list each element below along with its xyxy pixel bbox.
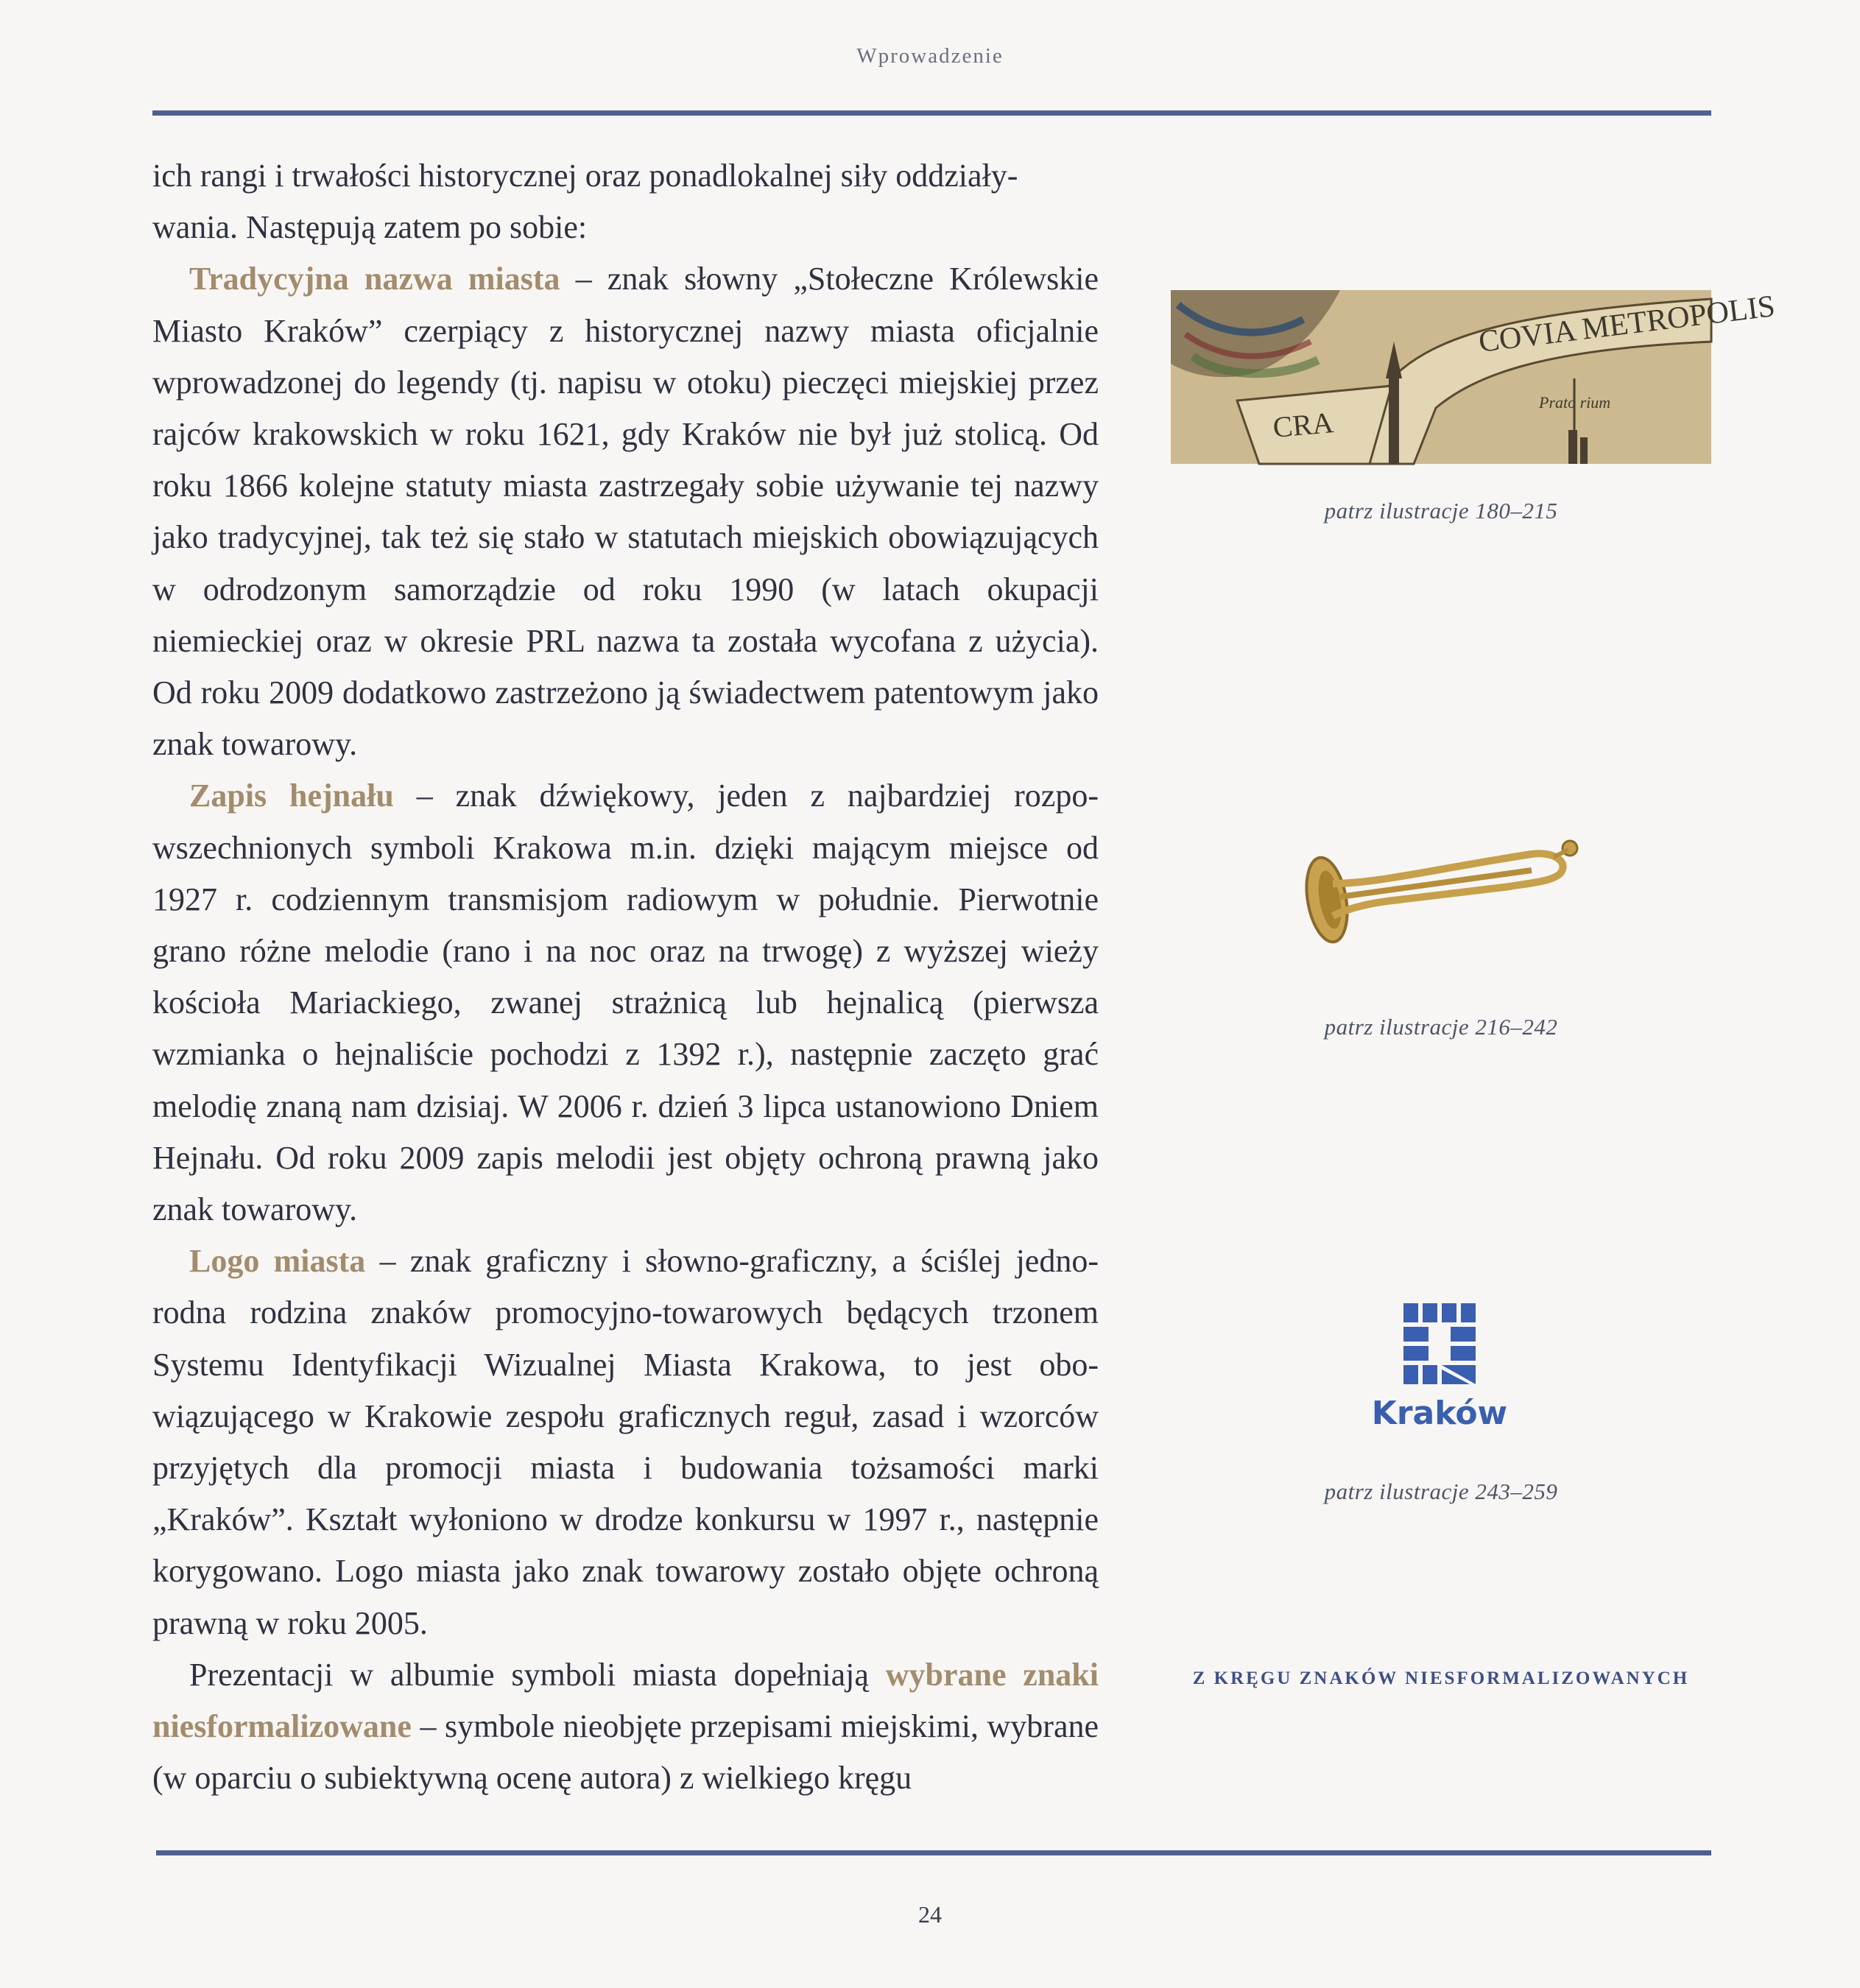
term-city-logo: Logo miasta: [189, 1243, 366, 1280]
intro-line-1: ich rangi i trwałości historycznej oraz ponadlokalnej siły oddziały-: [152, 158, 1018, 194]
map-illustration-drawing: [1171, 289, 1778, 464]
caption-bugle: patrz ilustracje 216–242: [1324, 1014, 1558, 1040]
krakow-logo-wordmark: Kraków: [1371, 1395, 1508, 1432]
paragraph-informal-signs-lead: Prezentacji w albumie symboli miasta dopełniają: [189, 1656, 886, 1693]
map-small-text: Prato rium: [1539, 393, 1611, 412]
map-banner-text: COVIA METROPOLIS: [1476, 289, 1778, 359]
map-banner-text-left: CRA: [1271, 405, 1335, 444]
header-rule: [152, 110, 1711, 116]
caption-logo: patrz ilustracje 243–259: [1324, 1478, 1558, 1504]
paragraph-intro: [152, 150, 1099, 253]
bugle-illustration: [1289, 832, 1598, 957]
paragraph-informal-signs-text: – symbole nieobjęte przepisami miejskimi, wybrane (w oparciu o subiektywną ocenę autora) z wielkiego kręgu: [152, 1708, 1099, 1797]
paragraph-city-logo: [152, 1236, 1099, 1649]
running-header: Wprowadzenie: [856, 44, 1004, 68]
paragraph-informal-signs: [152, 1649, 1099, 1805]
paragraph-traditional-name-text: – znak słowny „Stołeczne Królewskie Miasto Kraków” czerpiący z historycznej nazwy miasta oficjalnie wprowadzonej do legendy (tj. napisu w otoku) pieczęci miejskiej przez rajców krakowskich w roku 1621, gdy Kraków nie był już stolicą. Od roku 1866 kolejne statuty miasta zastrzegały sobie używanie tej nazwy jako tradycyjnej, tak też się stało w statutach miejskich obowiązujących w odrodzonym samorządzie od roku 1990 (w latach okupacji niemieckiej oraz w okresie PRL nazwa ta została wycofana z użycia). Od roku 2009 dodatkowo zastrzeżono ją świadectwem patentowym jako znak towarowy.: [152, 261, 1099, 763]
term-traditional-name: Tradycyjna nazwa miasta: [189, 261, 560, 297]
paragraph-bugle-call-text: – znak dźwiękowy, jeden z najbardziej rozpowszechnionych symboli Krakowa m.in. dzięki mającym miejsce od 1927 r. codziennym transmisjom radiowym w południe. Pierwotnie grano różne melodie (rano i na noc oraz na trwogę) z wyższej wieży kościoła Mariackiego, zwanej strażnicą lub hejnalicą (pierwsza wzmianka o hejnaliście pochodzi z 1392 r.), następnie zaczęto grać melodię znaną nam dzisiaj. W 2006 r. dzień 3 lipca ustanowiono Dniem Hejnału. Od roku 2009 zapis melodii jest objęty ochroną prawną jako znak towarowy.: [152, 778, 1099, 1228]
section-label-informal-signs: Z KRĘGU ZNAKÓW NIESFORMALIZOWANYCH: [1192, 1668, 1690, 1688]
term-informal-signs: wybrane znaki niesformalizowane: [152, 1656, 1099, 1745]
footer-rule: [156, 1850, 1711, 1855]
term-bugle-call: Zapis hejnału: [189, 778, 394, 814]
bugle-drawing: [1289, 832, 1598, 957]
paragraph-traditional-name: [152, 253, 1099, 770]
intro-line-2: wania. Następują zatem po sobie:: [152, 209, 588, 246]
caption-map: patrz ilustracje 180–215: [1324, 498, 1558, 524]
main-text-column: [152, 150, 1099, 1805]
paragraph-bugle-call: [152, 770, 1099, 1236]
page-number: 24: [918, 1901, 942, 1928]
paragraph-city-logo-text: – znak graficzny i słowno-graficzny, a ściślej jednorodna rodzina znaków promocyjno-towarowych będących trzonem Systemu Identyfikacji Wizualnej Miasta Krakowa, to jest obowiązującego w Krakowie zespołu graficznych reguł, zasad i wzorców przyjętych dla promocji miasta i budowania tożsamości marki „Kraków”. Kształt wyłoniono w drodze konkursu w 1997 r., następnie korygowano. Logo miasta jako znak towarowy zostało objęte ochroną prawną w roku 2005.: [152, 1243, 1099, 1641]
historic-map-illustration: [1171, 289, 1778, 464]
